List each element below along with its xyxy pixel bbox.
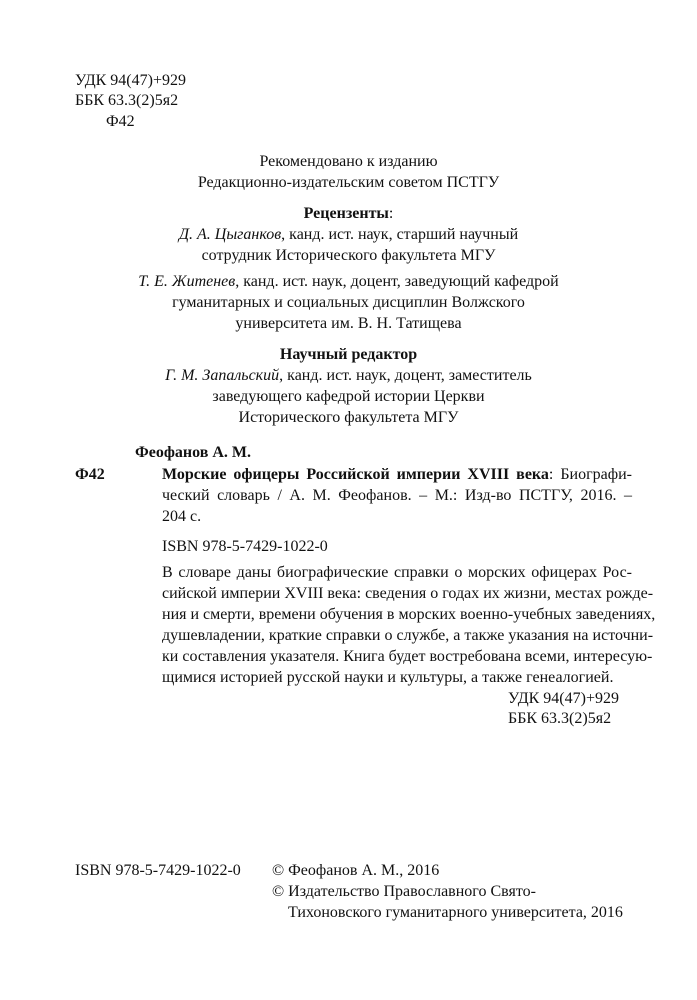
catalog-mark: Ф42 (75, 466, 105, 483)
footer-isbn: ISBN 978-5-7429-1022-0 (75, 862, 241, 879)
editor-line-1 (0, 365, 697, 386)
editor-heading: Научный редактор (279, 346, 418, 363)
catalog-line-2: ческий словарь / А. М. Феофанов. – М.: Изд-во ПСТГУ, 2016. – (162, 487, 632, 504)
catalog-author: Феофанов А. М. (135, 444, 252, 461)
catalog-isbn: ISBN 978-5-7429-1022-0 (162, 538, 328, 555)
reviewer-2-details: , канд. ист. наук, доцент, заведующий кафедрой (235, 273, 559, 290)
reviewers-heading (0, 203, 697, 224)
catalog-entry (162, 464, 632, 527)
catalog-line-1 (162, 464, 632, 485)
reviewer-2-line-3: университета им. В. Н. Татищева (235, 315, 462, 332)
description-line: щимися историей русской науки и культуры, а также генеалогией. (162, 669, 614, 686)
copyright-publisher-line-2: Тихоновского гуманитарного университета, 2016 (288, 904, 623, 921)
recommendation-line-2: Редакционно-издательским советом ПСТГУ (197, 174, 500, 191)
reviewers-heading-colon: : (388, 205, 394, 222)
udk-code-top: УДК 94(47)+929 (75, 72, 186, 89)
reviewers-section (0, 203, 697, 266)
bbk-code-bottom: ББК 63.3(2)5я2 (508, 710, 612, 727)
description-line: ки составления указателя. Книга будет востребована всеми, интересую- (162, 648, 653, 665)
reviewer-1-line-1 (0, 224, 697, 245)
editor-line-2: заведующего кафедрой истории Церкви (212, 388, 485, 405)
catalog-line-3: 204 с. (162, 508, 202, 525)
recommendation-line-1: Рекомендовано к изданию (259, 153, 438, 170)
editor-section (0, 344, 697, 428)
description-line: душевладении, краткие справки о службе, а также указания на источни- (162, 627, 654, 644)
reviewers-heading-text: Рецензенты (303, 205, 389, 222)
reviewer-2-line-2: гуманитарных и социальных дисциплин Волжского (172, 294, 525, 311)
reviewer-2-name: Т. Е. Житенев (138, 273, 236, 290)
udk-code-bottom: УДК 94(47)+929 (508, 690, 619, 707)
bbk-code-top: ББК 63.3(2)5я2 (75, 92, 179, 109)
copyright-author: © Феофанов А. М., 2016 (272, 862, 440, 879)
description-line: ния и смерти, времени обучения в морских военно-учебных заведениях, (162, 606, 656, 623)
author-mark-top: Ф42 (106, 113, 135, 130)
reviewer-1-name: Д. А. Цыганков (178, 226, 282, 243)
description-line: В словаре даны биографические справки о морских офицерах Рос- (162, 564, 632, 581)
reviewer-2-line-1 (0, 271, 697, 292)
editor-name: Г. М. Запальский (165, 367, 280, 384)
editor-line-3: Исторического факультета МГУ (238, 409, 459, 426)
copyright-publisher-line-1: © Издательство Православного Свято- (272, 883, 536, 900)
editor-details: , канд. ист. наук, доцент, заместитель (279, 367, 532, 384)
reviewer-1-details: , канд. ист. наук, старший научный (281, 226, 519, 243)
catalog-title-rest: : Биографи- (548, 466, 632, 483)
description (162, 562, 656, 688)
recommendation (0, 151, 697, 193)
description-line: сийской империи XVIII века: сведения о годах их жизни, местах рожде- (162, 585, 654, 602)
reviewer-1-line-2: сотрудник Исторического факультета МГУ (201, 247, 496, 264)
catalog-title: Морские офицеры Российской империи XVIII века (162, 466, 549, 483)
reviewer-2 (0, 271, 697, 334)
